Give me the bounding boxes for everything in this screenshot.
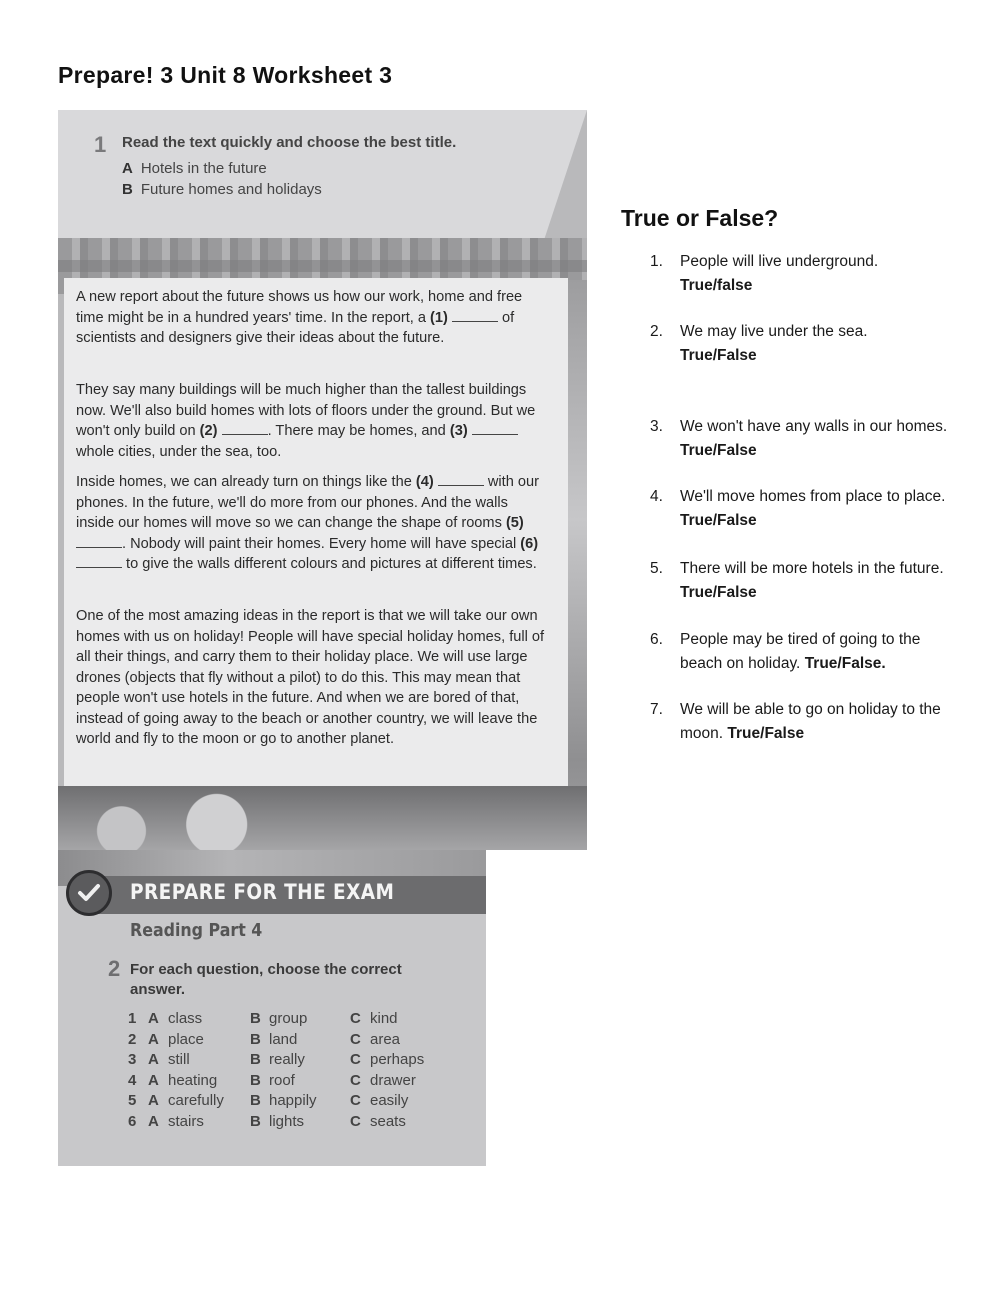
exercise-1-number: 1 (94, 132, 107, 157)
reading-paragraph-1: A new report about the future shows us how our work, home and free time might be in a hundred years' time. In the report, a (1) of scientists and designers give their ideas about the future. (76, 289, 523, 346)
exam-section-scan (58, 850, 486, 1166)
worksheet-title: Prepare! 3 Unit 8 Worksheet 3 (58, 62, 393, 88)
answer-options-row: 2 A place B land C area (128, 1030, 401, 1048)
exercise-1-option-b (122, 181, 322, 198)
gap-blank (452, 309, 498, 322)
answer-options-row: 4 A heating B roof C drawer (128, 1071, 416, 1089)
answer-options-row: 1 A class B group C kind (128, 1010, 398, 1027)
answer-options-table (128, 1010, 458, 1133)
checkmark-icon (66, 870, 112, 916)
exam-banner-title: PREPARE FOR THE EXAM (130, 880, 395, 904)
reading-paragraph-3: Inside homes, we can already turn on things like the (4) with our phones. In the future, we'll do more from our phones. And the walls inside our homes will move so we can change the shape of rooms (5) . Nobody will paint their homes. Every home will have special (6) to give the walls different colours and pictures at different times. (76, 474, 539, 572)
exercise-1-option-a (122, 160, 267, 177)
gap-blank (76, 555, 122, 568)
exam-part-label: Reading Part 4 (130, 920, 263, 941)
reading-paragraph-4: One of the most amazing ideas in the report is that we will take our own homes with us on holiday! People will have special holiday homes, full of all their things, and carry them to their holiday place. We will use large drones (objects that fly without a pilot) to do this. This may mean that people won't use hotels in the future. And when we are bored of that, instead of going away to the beach or another country, we will leave the world and fly to the moon or go to another planet. (76, 608, 545, 747)
textbook-scan (58, 110, 587, 850)
option-text: Future homes and holidays (140, 181, 322, 198)
plates-photo (58, 786, 587, 850)
answer-options-row: 5 A carefully B happily C easily (128, 1092, 409, 1109)
answer-choice: True/False (680, 511, 757, 529)
answer-choice: True/false (680, 276, 753, 294)
option-letter: A (122, 160, 133, 177)
answer-choice: True/False (680, 583, 757, 601)
gap-blank (472, 422, 518, 435)
answer-choice: True/False (727, 724, 805, 742)
gap-blank (76, 535, 122, 548)
answer-options-row: 3 A still B really C perhaps (128, 1051, 425, 1068)
gap-blank (222, 422, 268, 435)
reading-paragraph-2: They say many buildings will be much higher than the tallest buildings now. We'll also build homes with lots of floors under the ground. But we won't only build on (2) . There may be homes, and (3) whole cities, under the sea, too. (76, 382, 536, 460)
gap-blank (438, 473, 484, 486)
option-letter: B (122, 181, 133, 198)
true-false-heading: True or False? (621, 205, 779, 231)
photo-strip-shadow (58, 260, 587, 272)
exercise-1-instruction: Read the text quickly and choose the best title. (122, 134, 457, 151)
answer-choice: True/False (680, 441, 757, 459)
answer-choice: True/False (680, 346, 757, 364)
option-text: Hotels in the future (140, 160, 267, 177)
exercise-2-number: 2 (108, 956, 121, 981)
photo-edge (568, 280, 587, 850)
answer-options-row: 6 A stairs B lights C seats (128, 1112, 406, 1130)
exercise-2-instruction: For each question, choose the correct answer. (130, 961, 402, 998)
answer-choice: True/False. (804, 654, 886, 672)
